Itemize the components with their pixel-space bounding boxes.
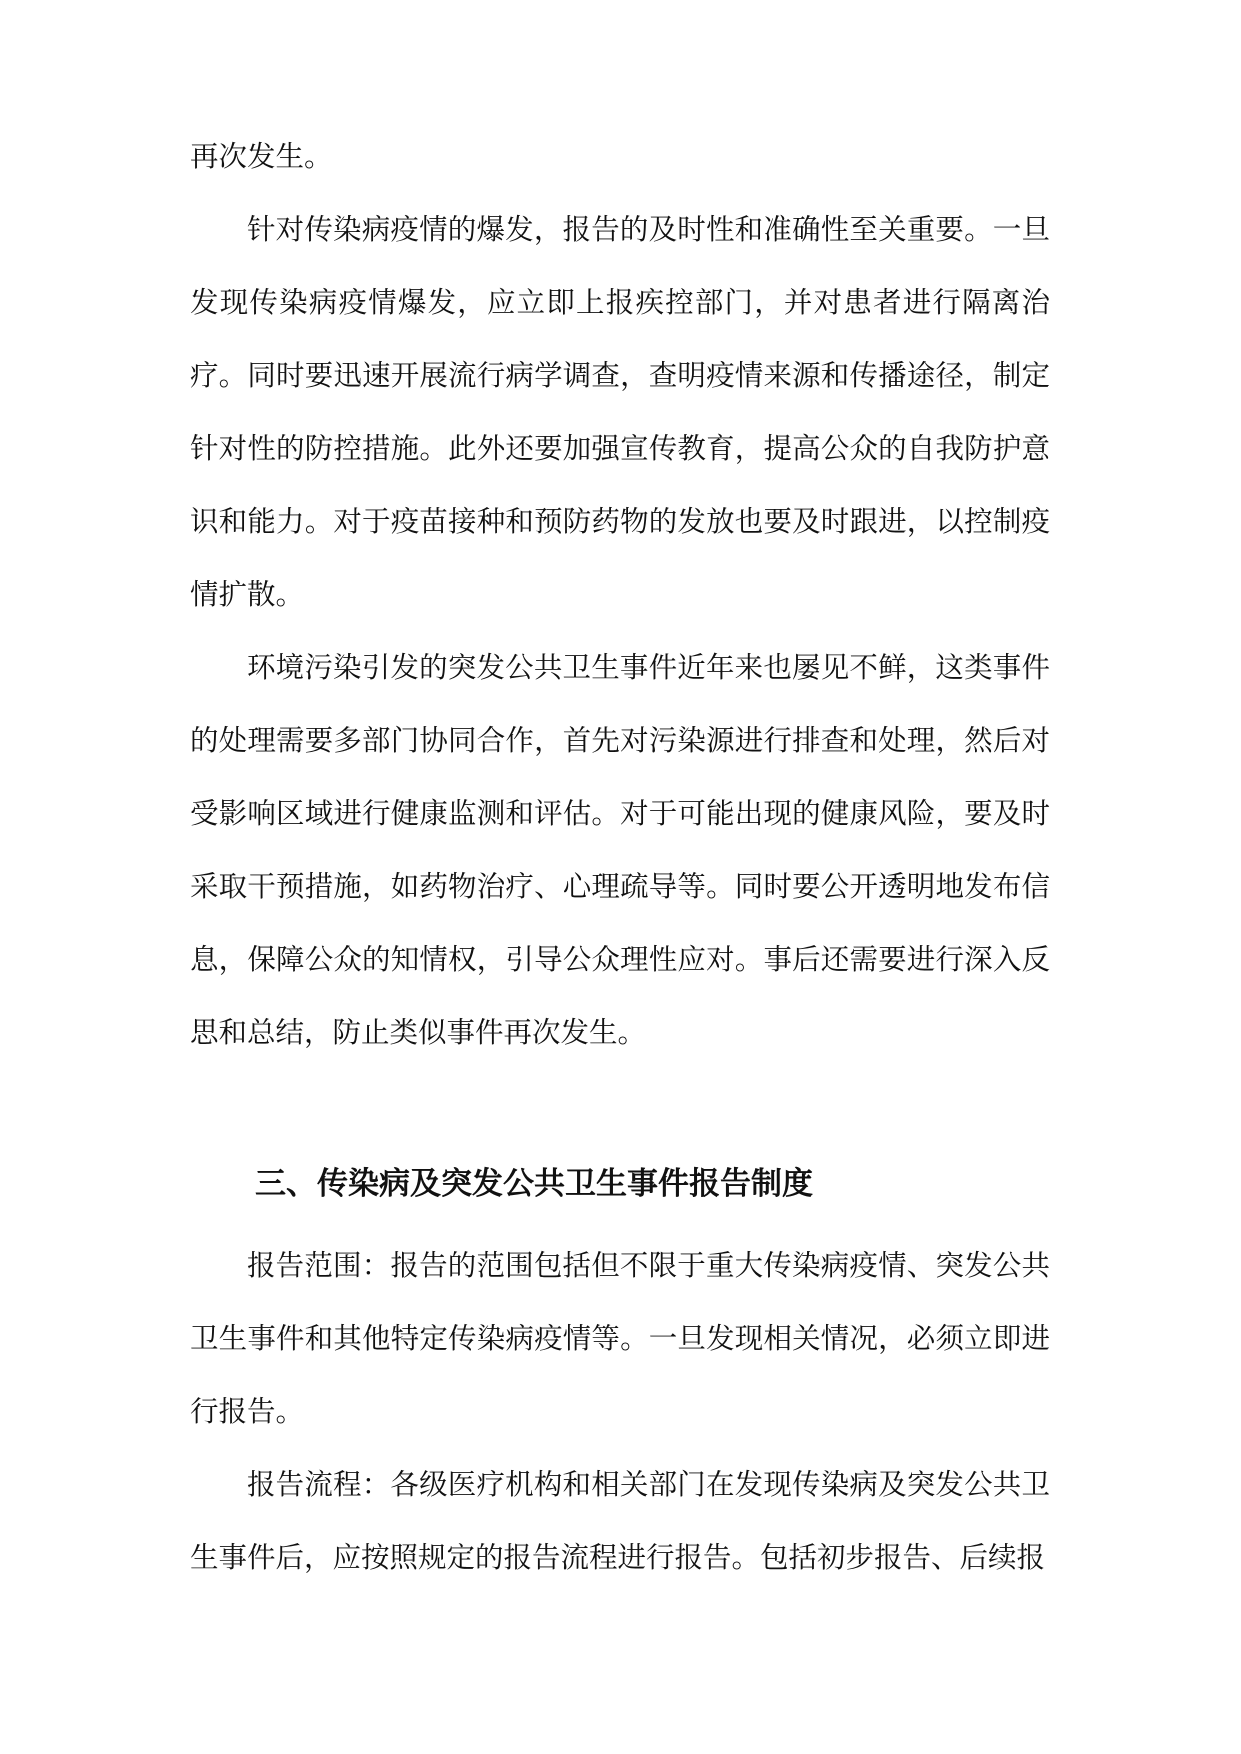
- body-text-bottom: [190, 1229, 1050, 1594]
- body-text-top: [190, 120, 1050, 1069]
- paragraph-report-process: 报告流程：各级医疗机构和相关部门在发现传染病及突发公共卫生事件后，应按照规定的报告流程进行报告。包括初步报告、后续报: [190, 1468, 1050, 1574]
- section-heading: 三、传染病及突发公共卫生事件报告制度: [255, 1166, 813, 1202]
- paragraph-environmental-pollution: 环境污染引发的突发公共卫生事件近年来也屡见不鲜，这类事件的处理需要多部门协同合作，首先对污染源进行排查和处理，然后对受影响区域进行健康监测和评估。对于可能出现的健康风险，要及时采取干预措施，如药物治疗、心理疏导等。同时要公开透明地发布信息，保障公众的知情权，引导公众理性应对。事后还需要进行深入反思和总结，防止类似事件再次发生。: [190, 651, 1050, 1049]
- paragraph-epidemic-reporting: 针对传染病疫情的爆发，报告的及时性和准确性至关重要。一旦发现传染病疫情爆发，应立即上报疾控部门，并对患者进行隔离治疗。同时要迅速开展流行病学调查，查明疫情来源和传播途径，制定针对性的防控措施。此外还要加强宣传教育，提高公众的自我防护意识和能力。对于疫苗接种和预防药物的发放也要及时跟进，以控制疫情扩散。: [190, 213, 1050, 611]
- paragraph-continuation: 再次发生。: [190, 140, 333, 173]
- paragraph-report-scope: 报告范围：报告的范围包括但不限于重大传染病疫情、突发公共卫生事件和其他特定传染病疫情等。一旦发现相关情况，必须立即进行报告。: [190, 1249, 1050, 1428]
